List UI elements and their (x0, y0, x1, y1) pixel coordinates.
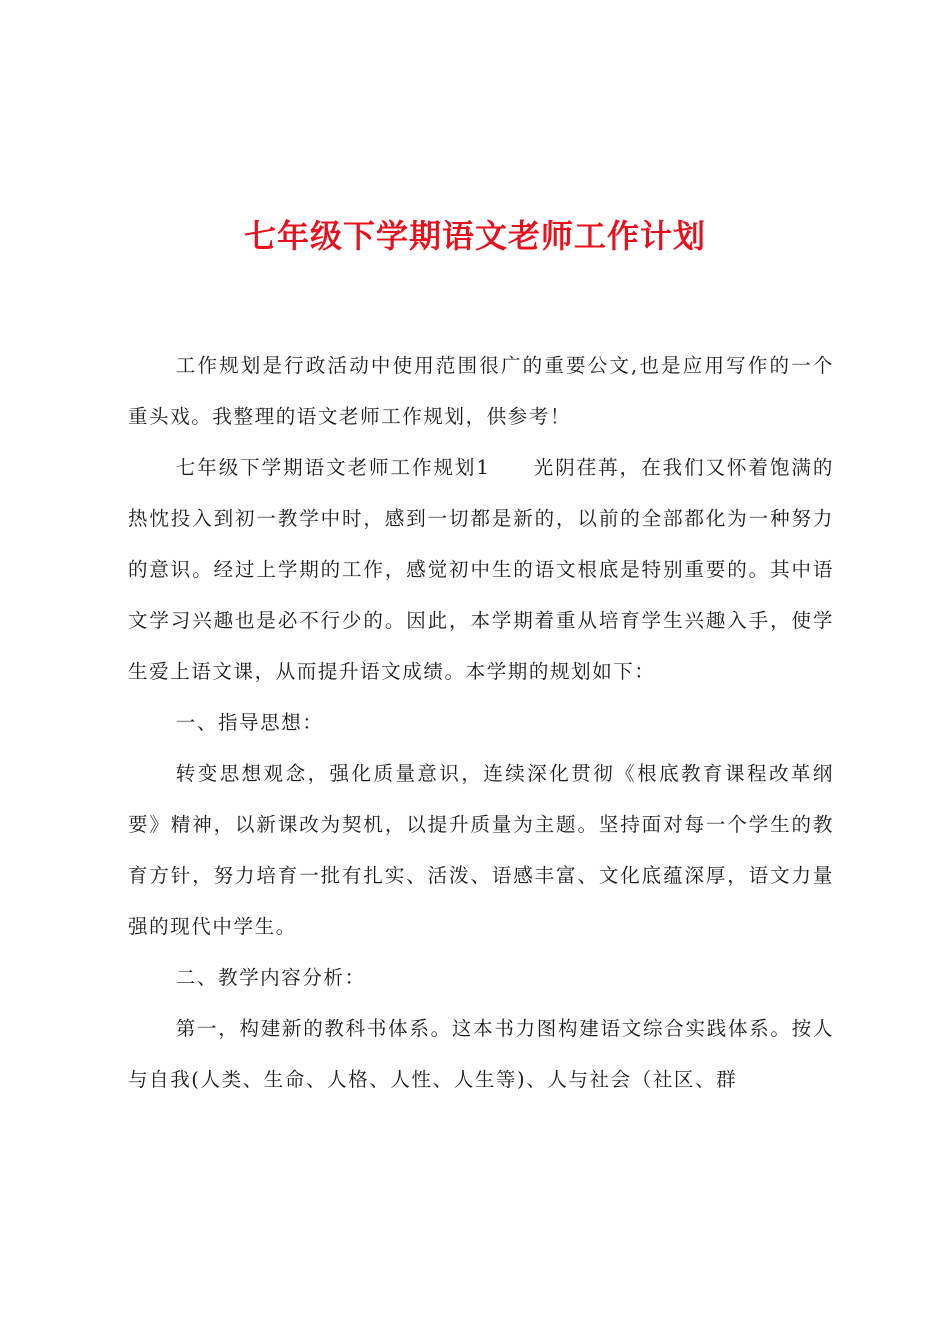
paragraph-intro: 工作规划是行政活动中使用范围很广的重要公文,也是应用写作的一个重头戏。我整理的语文老师工作规划，供参考！ (128, 354, 834, 428)
heading-guiding-thought: 一、指导思想： (175, 711, 324, 734)
paragraph-content-analysis: 第一，构建新的教科书体系。这本书力图构建语文综合实践体系。按人与自我(人类、生命、人格、人性、人生等)、人与社会（社区、群 (128, 1017, 834, 1091)
document-body (128, 340, 834, 1105)
document-title: 七年级下学期语文老师工作计划 (243, 217, 706, 255)
paragraph-plan-1: 七年级下学期语文老师工作规划1 光阴荏苒，在我们又怀着饱满的热忱投入到初一教学中时，感到一切都是新的，以前的全部都化为一种努力的意识。经过上学期的工作，感觉初中生的语文根底是特别重要的。其中语文学习兴趣也是必不行少的。因此，本学期着重从培育学生兴趣入手，使学生爱上语文课，从而提升语文成绩。本学期的规划如下： (128, 456, 834, 683)
heading-content-analysis: 二、教学内容分析： (175, 966, 366, 989)
paragraph-guiding-thought: 转变思想观念，强化质量意识，连续深化贯彻《根底教育课程改革纲要》精神，以新课改为契机，以提升质量为主题。坚持面对每一个学生的教育方针，努力培育一批有扎实、活泼、语感丰富、文化底蕴深厚，语文力量强的现代中学生。 (128, 762, 834, 938)
